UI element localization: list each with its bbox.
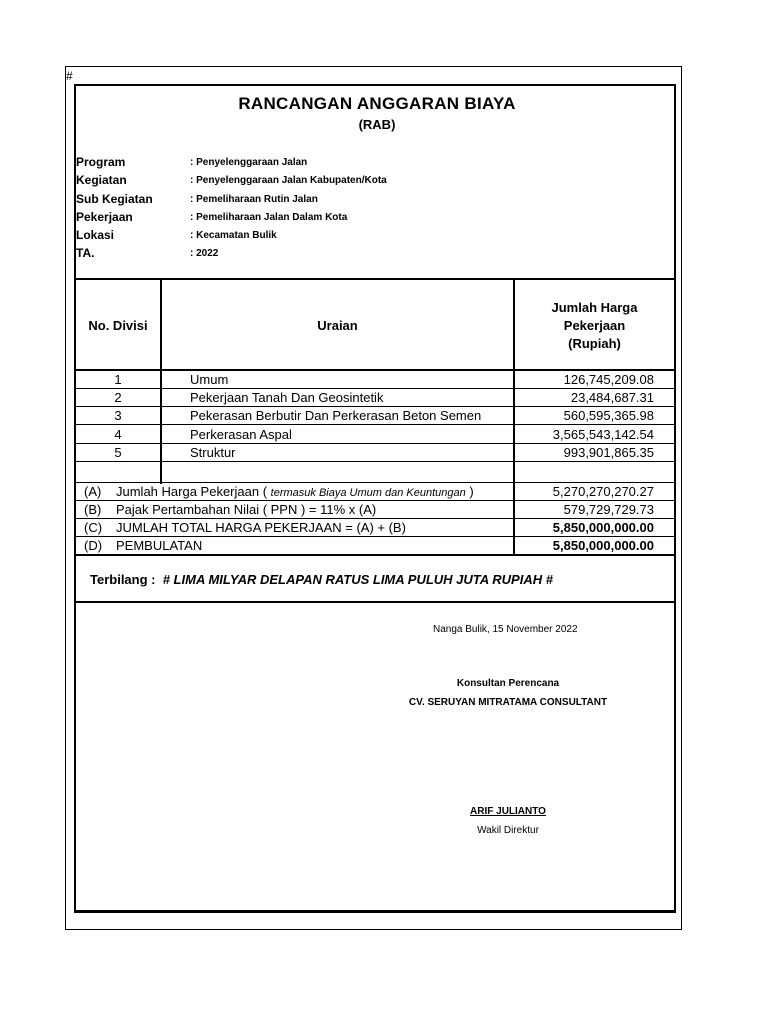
row-no: 2 (114, 390, 122, 405)
summary-value: 579,729,729.73 (563, 502, 654, 517)
signature-name: ARIF JULIANTO (470, 806, 546, 817)
summary-code: (A) (84, 484, 102, 499)
row-rule (76, 424, 674, 425)
table-bottom-rule (76, 554, 674, 556)
row-value: 560,595,365.98 (563, 408, 654, 423)
header-uraian: Uraian (317, 318, 358, 333)
row-rule (76, 482, 674, 483)
terbilang (90, 572, 553, 587)
info-label-kegiatan: Kegiatan (76, 173, 127, 187)
info-label-ta: TA. (76, 246, 95, 260)
info-value-ta: : 2022 (190, 248, 219, 259)
table-top-rule (76, 278, 674, 280)
document-title: RANCANGAN ANGGARAN BIAYA (238, 94, 516, 113)
row-value: 23,484,687.31 (570, 390, 654, 405)
summary-label-d: PEMBULATAN (116, 538, 203, 553)
row-rule (76, 461, 674, 462)
row-no: 5 (114, 445, 122, 460)
table-header-rule (76, 369, 674, 371)
summary-value-total: 5,850,000,000.00 (552, 520, 654, 535)
info-value-program: : Penyelenggaraan Jalan (190, 157, 308, 168)
signature-role: Konsultan Perencana (456, 678, 560, 689)
row-value: 126,745,209.08 (563, 372, 654, 387)
row-rule (76, 388, 674, 389)
summary-label-note: termasuk Biaya Umum dan Keuntungan (270, 487, 466, 499)
summary-code: (C) (84, 520, 103, 535)
row-uraian: Pekerasan Berbutir Dan Perkerasan Beton Semen (190, 408, 482, 423)
summary-value: 5,270,270,270.27 (552, 484, 654, 499)
summary-code: (B) (84, 502, 102, 517)
header-jumlah-line-3: (Rupiah) (568, 336, 621, 351)
document-frame (74, 84, 676, 913)
row-no: 1 (114, 372, 122, 387)
info-label-program: Program (76, 155, 126, 169)
row-uraian: Struktur (190, 445, 236, 460)
summary-code: (D) (84, 538, 103, 553)
info-label-lokasi: Lokasi (76, 228, 115, 242)
row-uraian: Pekerjaan Tanah Dan Geosintetik (190, 390, 384, 405)
info-value-kegiatan: : Penyelenggaraan Jalan Kabupaten/Kota (190, 175, 387, 186)
row-rule (76, 406, 674, 407)
row-value: 3,565,543,142.54 (552, 427, 654, 442)
row-uraian: Umum (190, 372, 229, 387)
header-jumlah-line-2: Pekerjaan (563, 318, 626, 333)
signature-position: Wakil Direktur (477, 825, 539, 836)
summary-label-c: JUMLAH TOTAL HARGA PEKERJAAN = (A) + (B) (116, 520, 406, 535)
summary-label-b: Pajak Pertambahan Nilai ( PPN ) = 11% x (A) (116, 502, 377, 517)
info-value-pekerjaan: : Pemeliharaan Jalan Dalam Kota (190, 212, 348, 223)
info-label-pekerjaan: Pekerjaan (76, 210, 133, 224)
row-uraian: Perkerasan Aspal (190, 427, 292, 442)
place-date: Nanga Bulik, 15 November 2022 (433, 624, 578, 635)
signature-company: CV. SERUYAN MITRATAMA CONSULTANT (408, 697, 608, 708)
terbilang-label: Terbilang : (90, 572, 156, 587)
row-rule (76, 500, 674, 501)
row-rule (76, 443, 674, 444)
row-rule (76, 536, 674, 537)
header-no-divisi: No. Divisi (88, 318, 148, 333)
info-value-sub-kegiatan: : Pemeliharaan Rutin Jalan (190, 194, 318, 205)
hash-marker: # (66, 69, 73, 83)
document-subtitle: (RAB) (358, 117, 396, 132)
row-no: 4 (114, 427, 122, 442)
terbilang-bottom-rule (76, 601, 674, 603)
row-value: 993,901,865.35 (563, 445, 654, 460)
summary-value-rounded: 5,850,000,000.00 (552, 538, 654, 553)
table-col-divider-1 (160, 279, 162, 484)
terbilang-text: # LIMA MILYAR DELAPAN RATUS LIMA PULUH JUTA RUPIAH # (162, 572, 553, 587)
info-value-lokasi: : Kecamatan Bulik (190, 230, 277, 241)
row-no: 3 (114, 408, 122, 423)
header-jumlah-line-1: Jumlah Harga (551, 300, 638, 315)
row-rule (76, 518, 674, 519)
info-label-sub-kegiatan: Sub Kegiatan (76, 192, 153, 206)
summary-label-a: Jumlah Harga Pekerjaan ( termasuk Biaya Umum dan Keuntungan ) (116, 484, 474, 499)
